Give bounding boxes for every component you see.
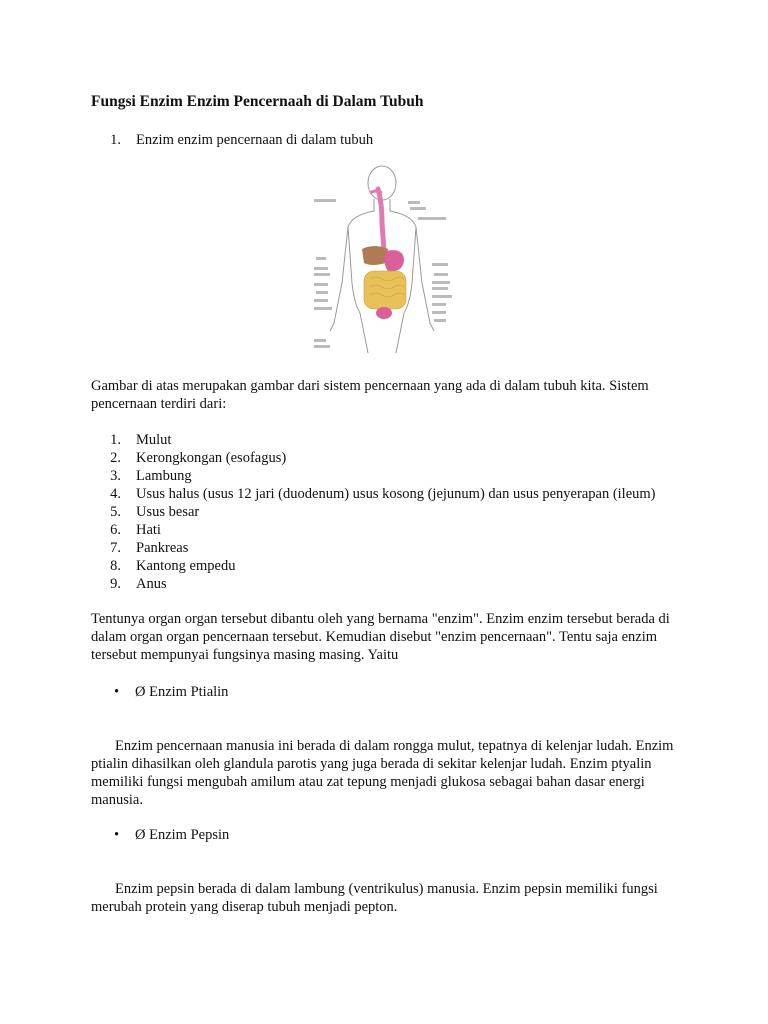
ptialin-paragraph: Enzim pencernaan manusia ini berada di dalam rongga mulut, tepatnya di kelenjar ludah. Enzim ptialin dihasilkan oleh glandula parotis yang juga berada di sekitar kelenjar ludah. Enzim ptyalin memiliki fungsi mengubah amilum atau zat tepung menjadi glukosa sebagai bahan dasar energi manusia. — [91, 738, 674, 808]
list-text: Kantong empedu — [136, 558, 236, 574]
bullet-ptialin — [114, 683, 228, 701]
bullet-text: Ø Enzim Ptialin — [135, 684, 229, 700]
bullet-pepsin — [114, 826, 229, 844]
list-text: Usus besar — [136, 504, 200, 520]
list-number: 5. — [110, 504, 121, 520]
list-item — [91, 485, 656, 503]
bullet-text: Ø Enzim Pepsin — [135, 827, 230, 843]
intro-paragraph: Gambar di atas merupakan gambar dari sistem pencernaan yang ada di dalam tubuh kita. Sistem pencernaan terdiri dari: — [91, 378, 649, 412]
list-text: Hati — [136, 522, 161, 538]
list-text: Lambung — [136, 468, 192, 484]
list-item — [91, 503, 656, 521]
list-number: 4. — [110, 486, 121, 502]
list-number: 7. — [110, 540, 121, 556]
list-item — [91, 431, 656, 449]
list-number: 2. — [110, 450, 121, 466]
list-text: Kerongkongan (esofagus) — [136, 450, 287, 466]
list-item — [91, 557, 656, 575]
list-item — [91, 449, 656, 467]
list-number: 9. — [110, 576, 121, 592]
digestive-system-diagram — [312, 163, 462, 361]
section-list — [91, 131, 373, 149]
list-number: 1. — [110, 432, 121, 448]
list-text: Pankreas — [136, 540, 189, 556]
list-text: Anus — [136, 576, 167, 592]
list-number: 1. — [110, 132, 121, 148]
list-item — [91, 467, 656, 485]
list-item — [91, 575, 656, 593]
list-text: Enzim enzim pencernaan di dalam tubuh — [136, 132, 374, 148]
list-number: 3. — [110, 468, 121, 484]
list-text: Mulut — [136, 432, 172, 448]
document-title: Fungsi Enzim Enzim Pencernaah di Dalam Tubuh — [91, 93, 424, 110]
enzim-paragraph: Tentunya organ organ tersebut dibantu oleh yang bernama "enzim". Enzim enzim tersebut berada di dalam organ organ pencernaan tersebut. Kemudian disebut "enzim pencernaan". Tentu saja enzim tersebut mempunyai fungsinya masing masing. Yaitu — [91, 611, 670, 663]
list-item — [91, 521, 656, 539]
organ-list — [91, 431, 656, 593]
list-item — [91, 131, 373, 149]
list-number: 6. — [110, 522, 121, 538]
list-text: Usus halus (usus 12 jari (duodenum) usus kosong (jejunum) dan usus penyerapan (ileum) — [136, 486, 656, 502]
bullet-mark: • — [114, 684, 120, 700]
list-number: 8. — [110, 558, 121, 574]
pepsin-paragraph: Enzim pepsin berada di dalam lambung (ventrikulus) manusia. Enzim pepsin memiliki fungsi merubah protein yang diserap tubuh menjadi pepton. — [91, 881, 658, 915]
bullet-mark: • — [114, 827, 120, 843]
list-item — [91, 539, 656, 557]
